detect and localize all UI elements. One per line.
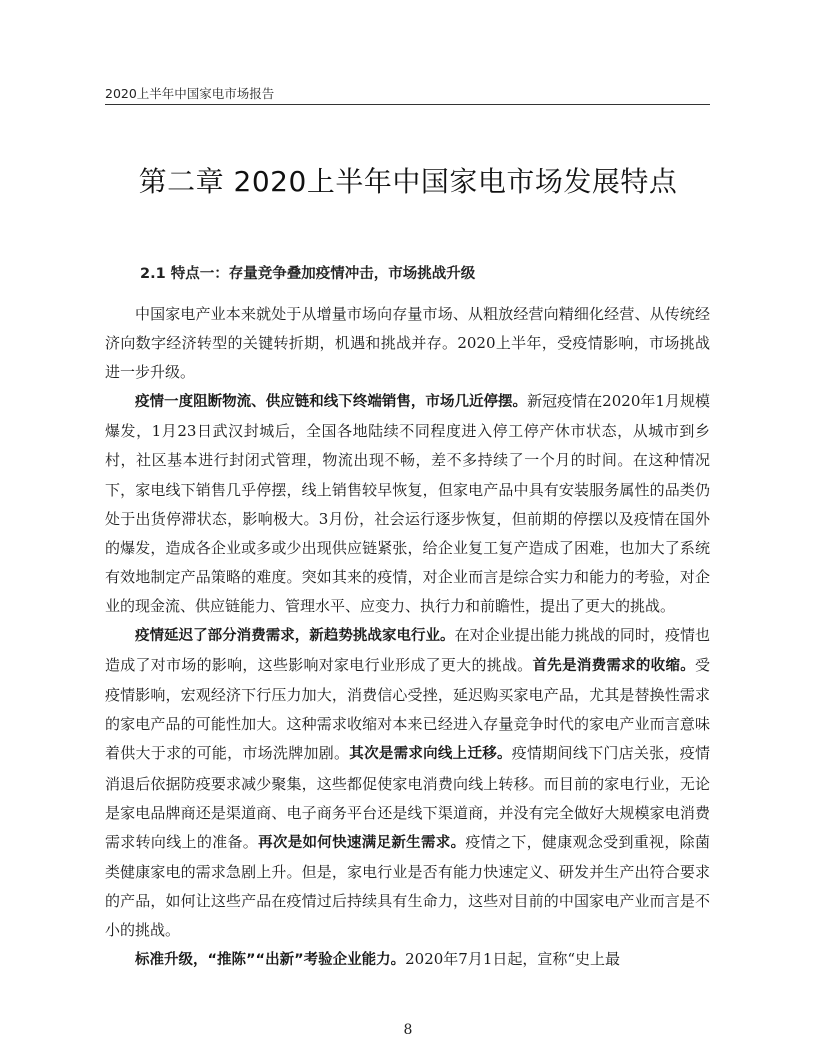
body-text [105,300,710,975]
text-run: 中国家电产业本来就处于从增量市场向存量市场、从粗放经营向精细化经营、从传统经济向数字经济转型的关键转折期，机遇和挑战并存。2020上半年，受疫情影响，市场挑战进一步升级。 [105,305,710,382]
bold-lead: 再次是如何快速满足新生需求。 [258,834,466,851]
text-run: 在对企业提出能力挑战的同时，疫情也造成了对市场的影响，这些影响对家电行业形成了更大的挑战。 [105,626,710,675]
section-heading: 2.1 特点一：存量竞争叠加疫情冲击，市场挑战升级 [140,266,476,282]
text-run: 2020年7月1日起，宣称“史上最 [405,950,621,969]
running-header: 2020上半年中国家电市场报告 [105,86,275,101]
header-rule [105,104,710,105]
chapter-title: 第二章 2020上半年中国家电市场发展特点 [138,165,678,198]
bold-lead: 标准升级，“推陈”“出新”考验企业能力。 [135,952,406,969]
text-run: 新冠疫情在2020年1月规模爆发，1月23日武汉封城后，全国各地陆续不同程度进入停工停产休市状态，从城市到乡村，社区基本进行封闭式管理，物流出现不畅，差不多持续了一个月的时间。在这种情况下，家电线下销售几乎停摆，线上销售较早恢复，但家电产品中具有安装服务属性的品类仍处于出货停滞状态，影响极大。3月份，社会运行逐步恢复，但前期的停摆以及疫情在国外的爆发，造成各企业或多或少出现供应链紧张，给企业复工复产造成了困难，也加大了系统有效地制定产品策略的难度。突如其来的疫情，对企业而言是综合实力和能力的考验，对企业的现金流、供应链能力、管理水平、应变力、执行力和前瞻性，提出了更大的挑战。 [105,392,711,615]
text-run: 受疫情影响，宏观经济下行压力加大，消费信心受挫，延迟购买家电产品，尤其是替换性需求的家电产品的可能性加大。这种需求收缩对本来已经进入存量竞争时代的家电产业而言意味着供大于求的可能，市场洗牌加剧。 [105,656,710,763]
paragraph [105,387,710,621]
bold-lead: 疫情一度阻断物流、供应链和线下终端销售，市场几近停摆。 [135,394,528,411]
bold-lead: 疫情延迟了部分消费需求，新趋势挑战家电行业。 [135,628,455,645]
paragraph [105,945,710,975]
text-run: 疫情期间线下门店关张，疫情消退后依据防疫要求减少聚集，这些都促使家电消费向线上转移。而目前的家电行业，无论是家电品牌商还是渠道商、电子商务平台还是线下渠道商，并没有完全做好大规模家电消费需求转向线上的准备。 [105,744,710,851]
page-number: 8 [403,1022,413,1038]
paragraph [105,300,710,387]
paragraph [105,621,710,945]
bold-lead: 其次是需求向线上迁移。 [349,746,512,763]
text-run: 疫情之下，健康观念受到重视，除菌类健康家电的需求急剧上升。但是，家电行业是否有能力快速定义、研发并生产出符合要求的产品，如何让这些产品在疫情过后持续具有生命力，这些对目前的中国家电产业而言是不小的挑战。 [105,832,710,939]
bold-lead: 首先是消费需求的收缩。 [532,658,695,675]
